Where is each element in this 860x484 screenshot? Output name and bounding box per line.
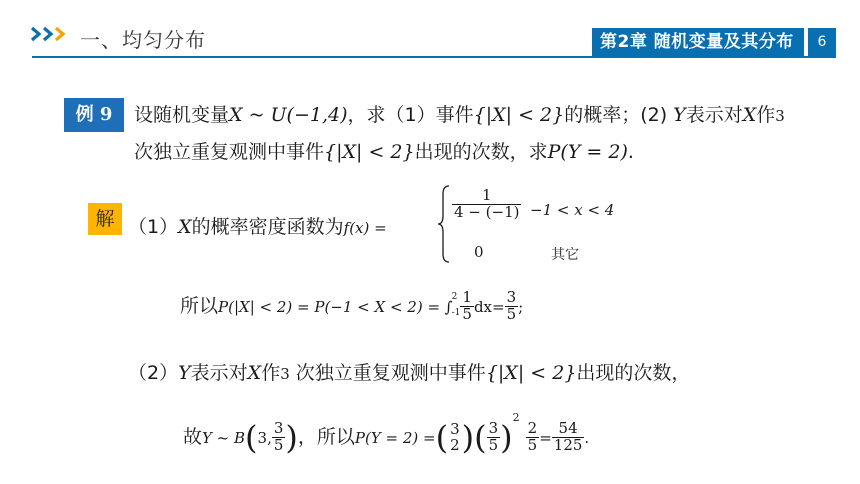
math-expr: {|X| < 2}: [473, 104, 565, 126]
solution-text: 作: [261, 362, 281, 384]
math-var: Y: [178, 362, 191, 384]
example-text: 表示对: [685, 104, 743, 126]
example-badge: 例 9: [64, 98, 124, 132]
equals-sign: =: [539, 429, 552, 447]
solution-text: 的概率密度函数为: [191, 216, 344, 238]
fraction-denominator: 5: [273, 436, 284, 454]
solution-final-line: [183, 411, 590, 457]
fraction: [552, 421, 585, 454]
paren-left: (: [474, 418, 487, 457]
paren-left: (: [435, 418, 449, 457]
math-var: X: [247, 362, 262, 384]
example-line-1: [134, 100, 785, 127]
solution-part1-line: [128, 212, 387, 239]
piecewise-case-2-condition: 其它: [551, 247, 579, 263]
solution-text: 次独立重复观测中事件: [295, 362, 486, 384]
fraction-denominator: 5: [488, 436, 499, 454]
piecewise-case-2-value: 0: [474, 243, 484, 261]
solution-text: 故: [183, 426, 203, 448]
solution-text: 所以: [180, 294, 219, 317]
punctuation: .: [584, 429, 590, 447]
math-expr: f(x) =: [343, 219, 387, 237]
example-text: 出现的次数，求: [414, 141, 548, 163]
chapter-label: 第2章 随机变量及其分布: [592, 28, 804, 56]
math-expr: P(Y = 2): [547, 141, 628, 163]
fraction: [272, 421, 286, 454]
math-expr: X ~ U(−1,4): [229, 104, 348, 126]
paren-right: ): [285, 418, 298, 457]
fraction-numerator: 54: [552, 421, 585, 438]
page-number: 6: [808, 28, 836, 56]
binomial-coefficient: [448, 419, 462, 454]
paren-right: ): [461, 418, 475, 457]
fraction: [460, 290, 474, 323]
binomial-bottom: 2: [450, 435, 460, 454]
math-expr: P(|X| < 2) = P(−1 < X < 2) = ∫: [218, 297, 453, 316]
exponent: 2: [512, 411, 520, 424]
fraction-numerator: 3: [488, 419, 499, 438]
solution-text: ，所以: [297, 426, 355, 448]
piecewise-case-1-condition: −1 < x < 4: [530, 201, 615, 219]
fraction: [505, 290, 519, 323]
fraction-denominator: 5: [506, 304, 517, 323]
example-line-2: [134, 137, 634, 164]
paren-left: (: [245, 418, 258, 457]
math-var: X: [178, 216, 192, 238]
math-num: 3: [775, 107, 785, 125]
fraction-numerator: 1: [462, 288, 472, 306]
binomial-top: 3: [450, 419, 460, 438]
integral-upper: 2: [451, 292, 458, 303]
fraction-numerator: 3: [273, 419, 284, 438]
integral-limits: [452, 293, 461, 319]
example-text: 次独立重复观测中事件: [134, 141, 325, 163]
fraction: [487, 421, 501, 454]
solution-text: 表示对: [190, 362, 248, 384]
math-expr: {|X| < 2}: [324, 141, 415, 163]
solution-part1-result: [180, 290, 523, 323]
piecewise-brace: [437, 184, 451, 264]
piecewise-case-1-value: [452, 188, 521, 221]
math-var: Y: [673, 104, 686, 126]
math-expr: Y ~ B: [202, 429, 246, 447]
solution-part2-line: [128, 358, 690, 385]
fraction-numerator: 1: [452, 188, 521, 205]
fraction: [526, 421, 540, 454]
paren-right: ): [500, 418, 513, 457]
solution-text: 出现的次数，: [576, 362, 691, 384]
fraction-denominator: 4 − (−1): [454, 202, 520, 221]
example-text: 设随机变量: [134, 104, 230, 126]
fraction-denominator: 5: [462, 304, 472, 323]
integral-lower: -1: [451, 308, 461, 319]
math-expr: dx=: [473, 297, 505, 316]
header-divider: [32, 56, 836, 58]
math-expr: {|X| < 2}: [485, 362, 577, 384]
fraction-denominator: 5: [527, 436, 538, 454]
example-text: ，求（1）事件: [347, 104, 474, 126]
example-text: 作: [756, 104, 776, 126]
triple-chevron-right-icon: [30, 26, 70, 42]
example-text: .: [627, 141, 634, 163]
solution-badge: 解: [88, 203, 122, 235]
slide-header: [0, 0, 860, 60]
fraction-numerator: 3: [506, 288, 517, 306]
section-title: 一、均匀分布: [80, 28, 206, 52]
part-number: （1）: [128, 216, 179, 238]
punctuation: ;: [518, 297, 524, 316]
math-num: 3: [280, 365, 290, 383]
fraction-numerator: 2: [527, 419, 538, 438]
math-num: 3,: [257, 429, 272, 447]
fraction-denominator: 125: [553, 436, 583, 454]
fraction: [452, 188, 521, 221]
math-expr: P(Y = 2) =: [354, 429, 436, 447]
math-var: X: [742, 104, 757, 126]
part-number: （2）: [128, 362, 179, 384]
example-text: 的概率；(2): [564, 104, 668, 126]
